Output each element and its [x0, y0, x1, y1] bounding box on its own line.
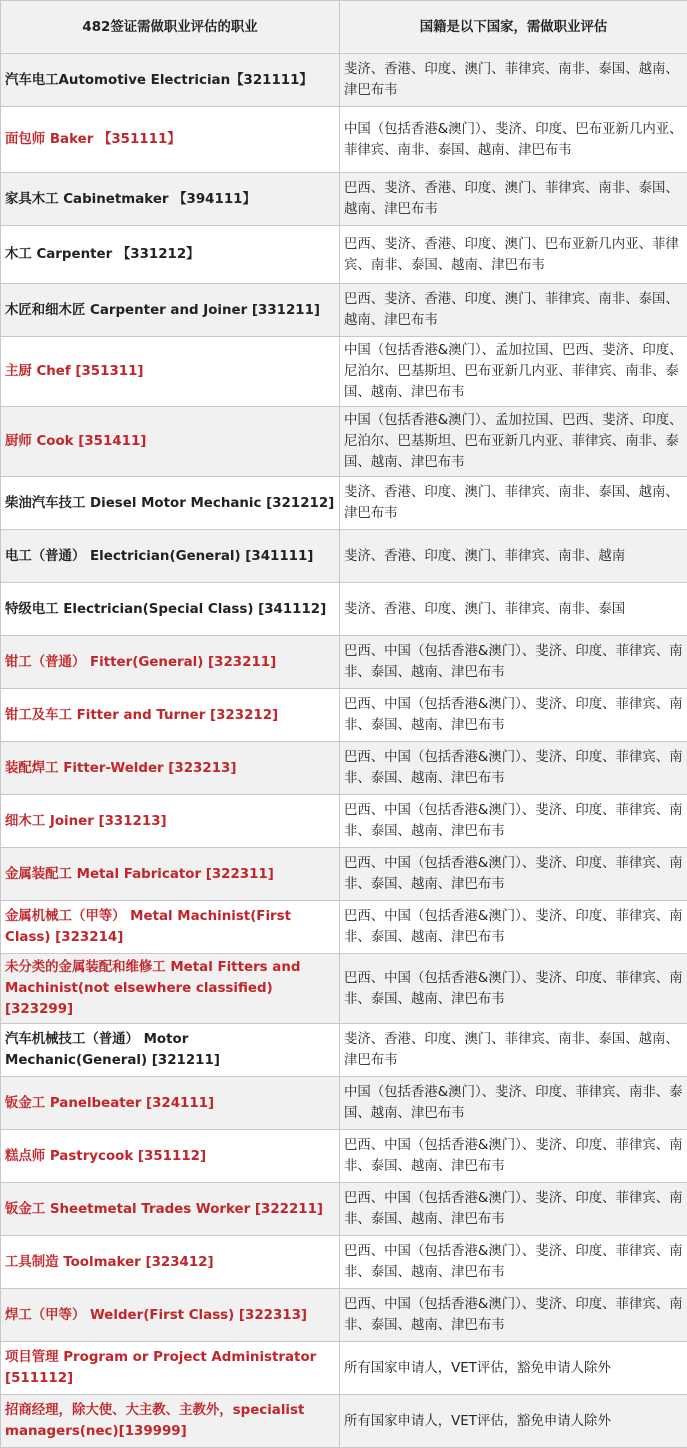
table-body [1, 1, 687, 1448]
occupation-cell: 工具制造 Toolmaker [323412] [1, 1236, 340, 1289]
header-occupation: 482签证需做职业评估的职业 [1, 1, 340, 54]
countries-cell: 所有国家申请人，VET评估，豁免申请人除外 [340, 1395, 687, 1448]
table-row [1, 1236, 687, 1289]
countries-cell: 巴西、斐济、香港、印度、澳门、巴布亚新几内亚、菲律宾、南非、泰国、越南、津巴布韦 [340, 226, 687, 284]
table-row [1, 530, 687, 583]
table-row [1, 1024, 687, 1077]
table-row [1, 1183, 687, 1236]
countries-cell: 巴西、中国（包括香港&澳门）、斐济、印度、菲律宾、南非、泰国、越南、津巴布韦 [340, 689, 687, 742]
countries-cell: 中国（包括香港&澳门）、孟加拉国、巴西、斐济、印度、尼泊尔、巴基斯坦、巴布亚新几内亚、菲律宾、南非、泰国、越南、津巴布韦 [340, 337, 687, 407]
occupation-cell: 钣金工 Panelbeater [324111] [1, 1077, 340, 1130]
countries-cell: 斐济、香港、印度、澳门、菲律宾、南非、泰国、越南、津巴布韦 [340, 477, 687, 530]
occupation-cell: 未分类的金属装配和维修工 Metal Fitters and Machinist(not elsewhere classified) [323299] [1, 954, 340, 1024]
occupation-cell: 招商经理，除大使、大主教、主教外，specialist managers(nec)[139999] [1, 1395, 340, 1448]
countries-cell: 斐济、香港、印度、澳门、菲律宾、南非、泰国、越南、津巴布韦 [340, 54, 687, 107]
table-row [1, 901, 687, 954]
countries-cell: 斐济、香港、印度、澳门、菲律宾、南非、泰国 [340, 583, 687, 636]
table-row [1, 954, 687, 1024]
table-row [1, 1130, 687, 1183]
table-row [1, 1077, 687, 1130]
countries-cell: 巴西、中国（包括香港&澳门）、斐济、印度、菲律宾、南非、泰国、越南、津巴布韦 [340, 1289, 687, 1342]
occupation-cell: 面包师 Baker 【351111】 [1, 107, 340, 173]
countries-cell: 斐济、香港、印度、澳门、菲律宾、南非、越南 [340, 530, 687, 583]
countries-cell: 中国（包括香港&澳门）、斐济、印度、巴布亚新几内亚、菲律宾、南非、泰国、越南、津巴布韦 [340, 107, 687, 173]
occupation-cell: 金属装配工 Metal Fabricator [322311] [1, 848, 340, 901]
countries-cell: 巴西、中国（包括香港&澳门）、斐济、印度、菲律宾、南非、泰国、越南、津巴布韦 [340, 848, 687, 901]
occupation-cell: 装配焊工 Fitter-Welder [323213] [1, 742, 340, 795]
table-row [1, 173, 687, 226]
countries-cell: 巴西、中国（包括香港&澳门）、斐济、印度、菲律宾、南非、泰国、越南、津巴布韦 [340, 742, 687, 795]
countries-cell: 巴西、中国（包括香港&澳门）、斐济、印度、菲律宾、南非、泰国、越南、津巴布韦 [340, 1183, 687, 1236]
occupation-cell: 糕点师 Pastrycook [351112] [1, 1130, 340, 1183]
table-row [1, 636, 687, 689]
countries-cell: 巴西、中国（包括香港&澳门）、斐济、印度、菲律宾、南非、泰国、越南、津巴布韦 [340, 795, 687, 848]
occupation-cell: 木匠和细木匠 Carpenter and Joiner [331211] [1, 284, 340, 337]
occupation-cell: 焊工（甲等） Welder(First Class) [322313] [1, 1289, 340, 1342]
countries-cell: 中国（包括香港&澳门）、孟加拉国、巴西、斐济、印度、尼泊尔、巴基斯坦、巴布亚新几内亚、菲律宾、南非、泰国、越南、津巴布韦 [340, 407, 687, 477]
occupation-cell: 木工 Carpenter 【331212】 [1, 226, 340, 284]
table-row [1, 107, 687, 173]
occupation-cell: 钳工（普通） Fitter(General) [323211] [1, 636, 340, 689]
countries-cell: 巴西、中国（包括香港&澳门）、斐济、印度、菲律宾、南非、泰国、越南、津巴布韦 [340, 1236, 687, 1289]
table-row [1, 407, 687, 477]
table-row [1, 54, 687, 107]
countries-cell: 中国（包括香港&澳门）、斐济、印度、菲律宾、南非、泰国、越南、津巴布韦 [340, 1077, 687, 1130]
table-row [1, 284, 687, 337]
table-row [1, 848, 687, 901]
header-countries: 国籍是以下国家，需做职业评估 [340, 1, 687, 54]
table-row [1, 1289, 687, 1342]
occupation-cell: 钳工及车工 Fitter and Turner [323212] [1, 689, 340, 742]
countries-cell: 所有国家申请人，VET评估，豁免申请人除外 [340, 1342, 687, 1395]
table-row [1, 583, 687, 636]
occupation-cell: 特级电工 Electrician(Special Class) [341112] [1, 583, 340, 636]
occupation-cell: 家具木工 Cabinetmaker 【394111】 [1, 173, 340, 226]
occupation-cell: 柴油汽车技工 Diesel Motor Mechanic [321212] [1, 477, 340, 530]
occupation-cell: 汽车电工Automotive Electrician【321111】 [1, 54, 340, 107]
table-row [1, 689, 687, 742]
countries-cell: 巴西、斐济、香港、印度、澳门、菲律宾、南非、泰国、越南、津巴布韦 [340, 173, 687, 226]
occupation-cell: 项目管理 Program or Project Administrator [511112] [1, 1342, 340, 1395]
countries-cell: 巴西、中国（包括香港&澳门）、斐济、印度、菲律宾、南非、泰国、越南、津巴布韦 [340, 1130, 687, 1183]
countries-cell: 斐济、香港、印度、澳门、菲律宾、南非、泰国、越南、津巴布韦 [340, 1024, 687, 1077]
occupation-cell: 细木工 Joiner [331213] [1, 795, 340, 848]
occupation-cell: 汽车机械技工（普通） Motor Mechanic(General) [321211] [1, 1024, 340, 1077]
table-row [1, 226, 687, 284]
occupation-cell: 电工（普通） Electrician(General) [341111] [1, 530, 340, 583]
occupation-cell: 金属机械工（甲等） Metal Machinist(First Class) [323214] [1, 901, 340, 954]
table-row [1, 1395, 687, 1448]
table-row [1, 337, 687, 407]
table-row [1, 742, 687, 795]
table-row [1, 795, 687, 848]
countries-cell: 巴西、中国（包括香港&澳门）、斐济、印度、菲律宾、南非、泰国、越南、津巴布韦 [340, 636, 687, 689]
table-row [1, 477, 687, 530]
countries-cell: 巴西、中国（包括香港&澳门）、斐济、印度、菲律宾、南非、泰国、越南、津巴布韦 [340, 901, 687, 954]
countries-cell: 巴西、斐济、香港、印度、澳门、菲律宾、南非、泰国、越南、津巴布韦 [340, 284, 687, 337]
table-row [1, 1342, 687, 1395]
countries-cell: 巴西、中国（包括香港&澳门）、斐济、印度、菲律宾、南非、泰国、越南、津巴布韦 [340, 954, 687, 1024]
occupation-cell: 厨师 Cook [351411] [1, 407, 340, 477]
occupation-cell: 主厨 Chef [351311] [1, 337, 340, 407]
table-header-row [1, 1, 687, 54]
occupation-cell: 钣金工 Sheetmetal Trades Worker [322211] [1, 1183, 340, 1236]
